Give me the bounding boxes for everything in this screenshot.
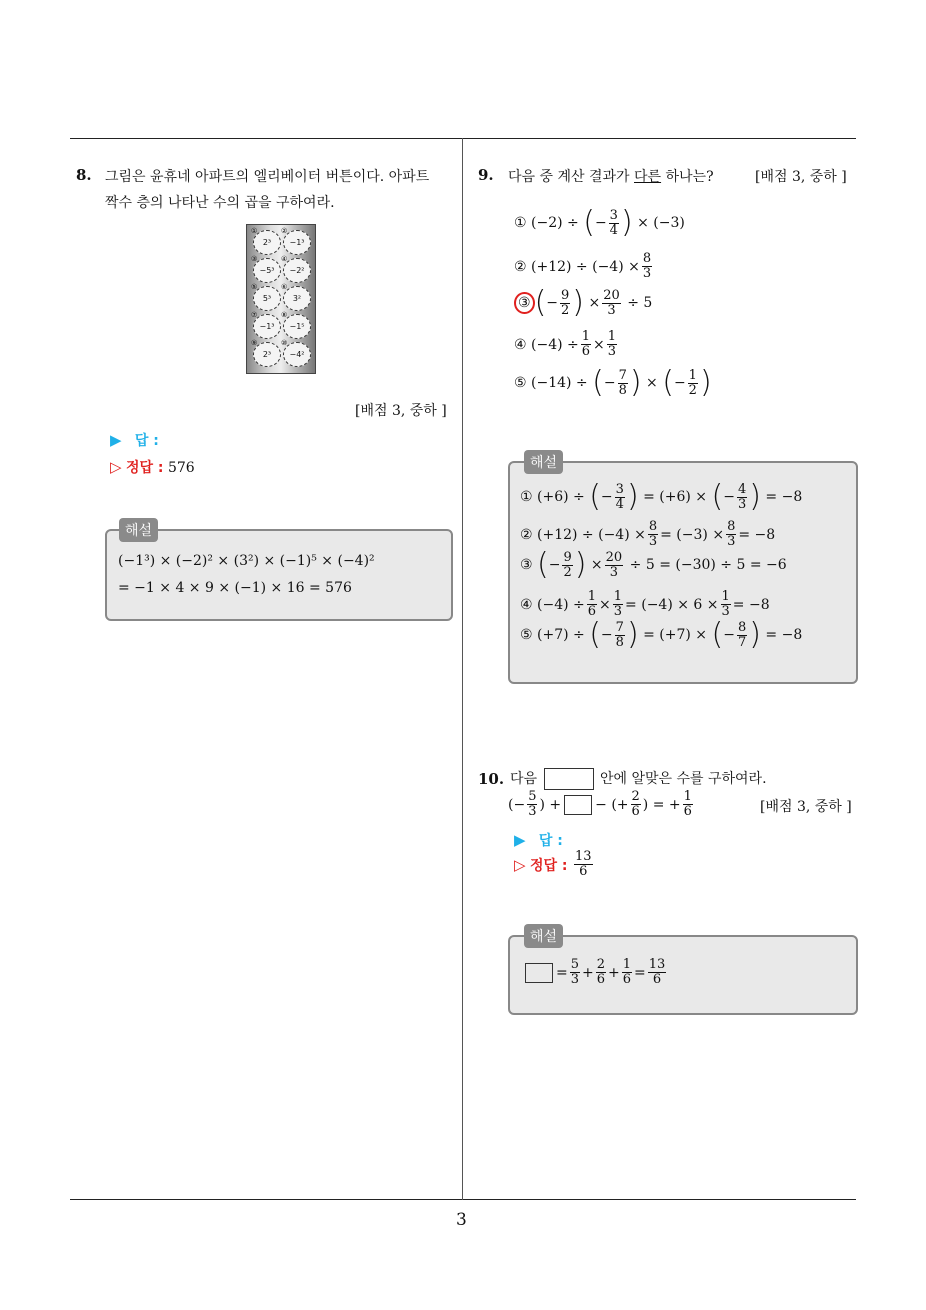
- q10-answer-row: [514, 830, 563, 850]
- bottom-rule: [70, 1199, 856, 1200]
- q10-meta: [배점 3, 중하 ]: [760, 799, 852, 815]
- q10-solution-blank: [525, 963, 553, 983]
- elevator-button-10: −4²: [283, 342, 311, 367]
- q10-solution-line: = $\frac{5}{3}$ + $\frac{2}{6}$ + $\frac{1}{6}$ = $\frac{13}{6}$: [522, 958, 668, 987]
- elevator-button-1: 2³: [253, 230, 281, 255]
- q9-number: 9.: [478, 166, 494, 184]
- triangle-outline-icon: ▷: [110, 458, 122, 476]
- q10-equation: (− $\frac{5}{3}$ ) + − (+ $\frac{2}{6}$ ) = + $\frac{1}{6}$: [508, 789, 692, 819]
- q8-solution-line1: (−1³) × (−2)² × (3²) × (−1)⁵ × (−4)²: [118, 553, 375, 569]
- q10-equation-blank: [564, 795, 592, 815]
- play-icon: ▶: [110, 431, 122, 449]
- q8-prompt-line2: 짝수 층의 나타난 수의 곱을 구하여라.: [105, 195, 335, 211]
- elevator-button-2: −1³: [283, 230, 311, 255]
- elevator-button-7: −1³: [253, 314, 281, 339]
- selected-circle-icon: ③: [514, 292, 535, 314]
- q9-option-4[interactable]: ④ (−4) ÷ $\frac{1}{6}$ × $\frac{1}{3}$: [514, 329, 617, 359]
- q9-solution-line3: ③ ( − $\frac{9}{2}$ ) × $\frac{20}{3}$ ÷ 5 = (−30) ÷ 5 = −6: [520, 547, 787, 582]
- elevator-button-5: 5³: [253, 286, 281, 311]
- q9-solution-tab: 해설: [524, 450, 563, 474]
- q9-meta: [배점 3, 중하 ]: [755, 169, 847, 185]
- q10-solution-tab: 해설: [524, 924, 563, 948]
- play-icon: ▶: [514, 831, 526, 849]
- q8-meta: [배점 3, 중하 ]: [355, 403, 447, 419]
- q8-number: 8.: [76, 166, 92, 184]
- column-divider: [462, 138, 463, 1200]
- q8-solution-tab: 해설: [119, 518, 158, 542]
- q9-solution-line4: ④ (−4) ÷ $\frac{1}{6}$ × $\frac{1}{3}$ = (−4) × 6 × $\frac{1}{3}$ = −8: [520, 589, 770, 619]
- q8-solution-line2: = −1 × 4 × 9 × (−1) × 16 = 576: [118, 580, 352, 596]
- elevator-button-4: −2²: [283, 258, 311, 283]
- q9-option-1[interactable]: ① (−2) ÷ ( − $\frac{3}{4}$ ) × (−3): [514, 205, 685, 240]
- elevator-buttons-image: 2³ −1³ −5³ −2² 5³ 3² −1³ −1⁵ 2³ −4² ① ② ③ ④ ⑤ ⑥ ⑦ ⑧ ⑨ ⑩: [246, 224, 316, 374]
- q9-solution-line2: ② (+12) ÷ (−4) × $\frac{8}{3}$ = (−3) × $\frac{8}{3}$ = −8: [520, 519, 776, 549]
- q10-blank-box: [544, 768, 594, 790]
- triangle-outline-icon: ▷: [514, 855, 526, 874]
- q10-correct-label: 정답 :: [530, 857, 568, 874]
- q9-option-5[interactable]: ⑤ (−14) ÷ ( − $\frac{7}{8}$ ) × ( − $\frac{1}{2}$ ): [514, 365, 712, 400]
- q10-answer-label: 답 :: [538, 833, 563, 849]
- q8-correct-label: 정답 :: [126, 460, 164, 476]
- q9-solution-line5: ⑤ (+7) ÷ ( − $\frac{7}{8}$ ) = (+7) × ( − $\frac{8}{7}$ ) = −8: [520, 617, 803, 652]
- elevator-button-6: 3²: [283, 286, 311, 311]
- elevator-button-9: 2³: [253, 342, 281, 367]
- q9-option-2[interactable]: ② (+12) ÷ (−4) × $\frac{8}{3}$: [514, 251, 652, 281]
- q9-solution-line1: ① (+6) ÷ ( − $\frac{3}{4}$ ) = (+6) × ( − $\frac{4}{3}$ ) = −8: [520, 479, 803, 514]
- q8-correct-row: [110, 457, 195, 477]
- q8-prompt-line1: 그림은 윤휴네 아파트의 엘리베이터 버튼이다. 아파트: [105, 169, 430, 185]
- page-number: 3: [456, 1210, 467, 1230]
- q8-correct-value: 576: [167, 460, 195, 476]
- q9-option-3[interactable]: ③ ( − $\frac{9}{2}$ ) × $\frac{20}{3}$ ÷ 5: [514, 288, 652, 318]
- elevator-button-8: −1⁵: [283, 314, 311, 339]
- elevator-button-3: −5³: [253, 258, 281, 283]
- q8-answer-row: [110, 430, 159, 450]
- q8-solution-box: [105, 529, 453, 621]
- q10-number: 10.: [478, 770, 505, 788]
- q10-correct-row: ▷ 정답 : $\frac{13}{6}$: [514, 849, 592, 879]
- q10-prompt: 다음 안에 알맞은 수를 구하여라.: [510, 768, 767, 790]
- q9-prompt: 다음 중 계산 결과가 다른 하나는?: [508, 169, 714, 185]
- q8-answer-label: 답 :: [134, 433, 159, 449]
- top-rule: [70, 138, 856, 139]
